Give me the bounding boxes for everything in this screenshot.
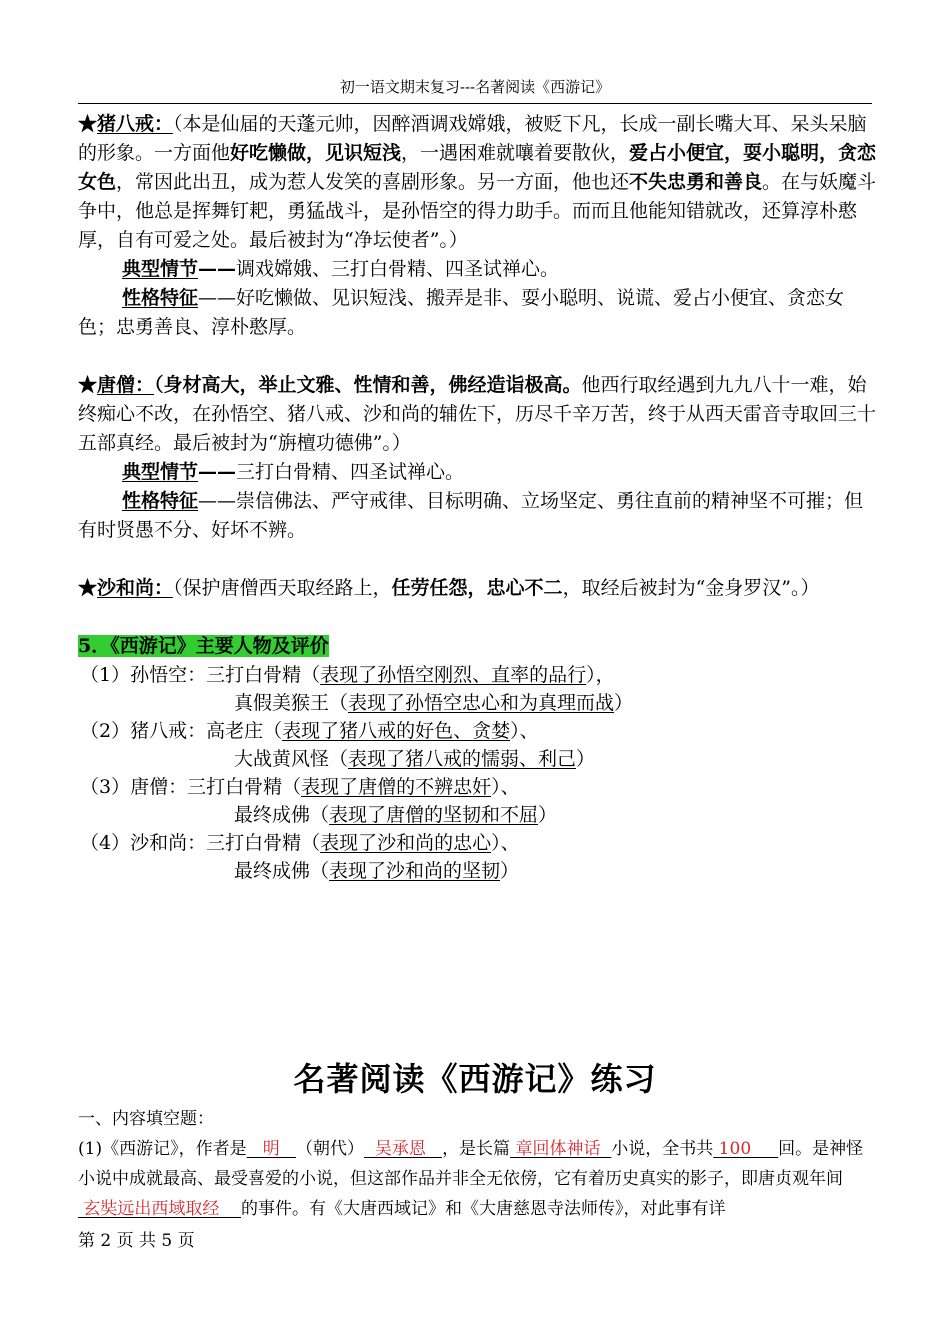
trait-label: 性格特征 xyxy=(122,287,199,309)
answer-blank: 明 xyxy=(246,1139,297,1159)
underlined-text: 表现了沙和尚的忠心 xyxy=(320,832,492,854)
text: ，是长篇 xyxy=(442,1139,511,1159)
trait-text: ——崇信佛法、严守戒律、目标明确、立场坚定、勇往直前的精神坚不可摧；但有时贤愚不分、好坏不辨。 xyxy=(78,490,864,541)
text: ）， xyxy=(586,664,615,686)
text: 他西行取经遇到九九八十一难，始终痴心不改，在孙悟空、猪八戒、沙和尚的辅佐下，历尽千辛万苦，终于从西天雷音寺取回三十五部真经。最后被封为“旃檀功德佛”。） xyxy=(78,374,877,454)
list-item xyxy=(80,829,878,857)
zhubajie-paragraph xyxy=(78,110,878,255)
page-footer: 第 2 页 共 5 页 xyxy=(78,1231,195,1251)
section5-heading xyxy=(78,632,878,661)
text: (1)《西游记》，作者是 xyxy=(78,1139,247,1159)
star-icon: ★ xyxy=(78,577,98,599)
text: ）、 xyxy=(510,720,539,742)
list-item xyxy=(80,773,878,801)
answer-blank: 吴承恩 xyxy=(364,1139,443,1159)
question-1 xyxy=(78,1134,878,1224)
underlined-text: 表现了唐僧的坚韧和不屈 xyxy=(329,804,539,826)
plot-text: 三打白骨精、四圣试禅心。 xyxy=(236,461,465,483)
answer-blank: 玄奘远出西域取经 xyxy=(78,1199,242,1219)
list-item xyxy=(80,857,878,885)
list-item xyxy=(80,661,878,689)
list-item xyxy=(80,745,878,773)
star-icon: ★ xyxy=(78,374,98,396)
list-item xyxy=(80,801,878,829)
underlined-text: 表现了孙悟空刚烈、直率的品行 xyxy=(320,664,587,686)
text: （朝代） xyxy=(296,1139,365,1159)
page-header: 初一语文期末复习---名著阅读《西游记》 xyxy=(78,76,872,104)
text: ，一遇困难就嚷着要散伙， xyxy=(401,142,630,164)
text: 的事件。有《大唐西域记》和《大唐慈恩寺法师传》，对此事有详 xyxy=(241,1199,726,1219)
exercise-section xyxy=(78,1104,878,1224)
text: ） xyxy=(576,748,596,770)
text: ）、 xyxy=(491,832,520,854)
text: 大战黄风怪（ xyxy=(234,748,349,770)
bold-text: 任劳任怨，忠心不二 xyxy=(391,577,563,599)
dash: —— xyxy=(198,461,237,483)
text: 最终成佛（ xyxy=(234,804,330,826)
text: ） xyxy=(538,804,558,826)
underlined-text: 表现了孙悟空忠心和为真理而战 xyxy=(348,692,615,714)
plot-text: 调戏嫦娥、三打白骨精、四圣试禅心。 xyxy=(236,258,560,280)
text: ）、 xyxy=(491,776,520,798)
underlined-text: 表现了猪八戒的好色、贪婪 xyxy=(282,720,511,742)
star-icon: ★ xyxy=(78,113,98,135)
text: （保护唐僧西天取经路上， xyxy=(173,577,392,599)
text: （本是仙届的天蓬元帅，因醉酒调戏嫦娥，被贬下凡，长成一副长嘴大耳、呆头呆脑的形象。一方面他 xyxy=(78,113,867,164)
text: 最终成佛（ xyxy=(234,860,330,882)
main-content xyxy=(78,110,878,885)
bold-text: 好吃懒做，见识短浅 xyxy=(230,142,402,164)
underlined-text: 表现了猪八戒的懦弱、利己 xyxy=(348,748,577,770)
tangseng-plot xyxy=(78,458,878,487)
text: ） xyxy=(500,860,520,882)
text: 小说，全书共 xyxy=(611,1139,714,1159)
text: ，常因此出丑，成为惹人发笑的喜剧形象。另一方面，他也还 xyxy=(116,171,630,193)
list-item xyxy=(80,689,878,717)
text: （1）孙悟空：三打白骨精（ xyxy=(80,664,321,686)
answer-blank: 100 xyxy=(713,1139,779,1159)
bold-text: （身材高大，举止文雅、性情和善，佛经造诣极高。 xyxy=(154,374,582,396)
bold-text: 不失忠勇和善良 xyxy=(629,171,763,193)
answer-blank: 章回体神话 xyxy=(510,1139,612,1159)
text: 回。是神怪小说中成就最高、最受喜爱的小说，但这部作品并非全无依傍，它有着历史真实的影子，即唐贞观年间 xyxy=(78,1139,864,1189)
trait-text: ——好吃懒做、见识短浅、搬弄是非、耍小聪明、说谎、爱占小便宜、贪恋女色；忠勇善良、淳朴憨厚。 xyxy=(78,287,845,338)
plot-label: 典型情节 xyxy=(122,461,199,483)
plot-label: 典型情节 xyxy=(122,258,199,280)
text: ） xyxy=(614,692,634,714)
zhubajie-trait xyxy=(78,284,878,342)
shaheshang-paragraph xyxy=(78,574,878,603)
text: 真假美猴王（ xyxy=(234,692,349,714)
text: （2）猪八戒：高老庄（ xyxy=(80,720,283,742)
text: ，取经后被封为“金身罗汉”。） xyxy=(562,577,820,599)
zhubajie-name: 猪八戒： xyxy=(97,113,174,135)
underlined-text: 表现了唐僧的不辨忠奸 xyxy=(301,776,492,798)
shaheshang-name: 沙和尚： xyxy=(97,577,174,599)
text: （4）沙和尚：三打白骨精（ xyxy=(80,832,321,854)
text: （3）唐僧：三打白骨精（ xyxy=(80,776,302,798)
dash: —— xyxy=(198,258,237,280)
trait-label: 性格特征 xyxy=(122,490,199,512)
tangseng-paragraph xyxy=(78,371,878,458)
zhubajie-plot xyxy=(78,255,878,284)
list-item xyxy=(80,717,878,745)
tangseng-trait xyxy=(78,487,878,545)
text: 。在与妖魔斗争中，他总是挥舞钉耙，勇猛战斗，是孙悟空的得力助手。而而且他能知错就改，还算淳朴憨厚，自有可爱之处。最后被封为“净坛使者”。） xyxy=(78,171,877,251)
bold-text: 爱占小便宜，耍小聪明，贪恋女色 xyxy=(78,142,877,193)
highlighted-heading: 5．《西游记》主要人物及评价 xyxy=(78,635,329,657)
section-heading: 一、内容填空题： xyxy=(78,1109,214,1129)
tangseng-name: 唐僧： xyxy=(97,374,155,396)
underlined-text: 表现了沙和尚的坚韧 xyxy=(329,860,501,882)
exercise-title: 名著阅读《西游记》练习 xyxy=(293,1060,657,1098)
evaluation-list xyxy=(78,661,878,885)
